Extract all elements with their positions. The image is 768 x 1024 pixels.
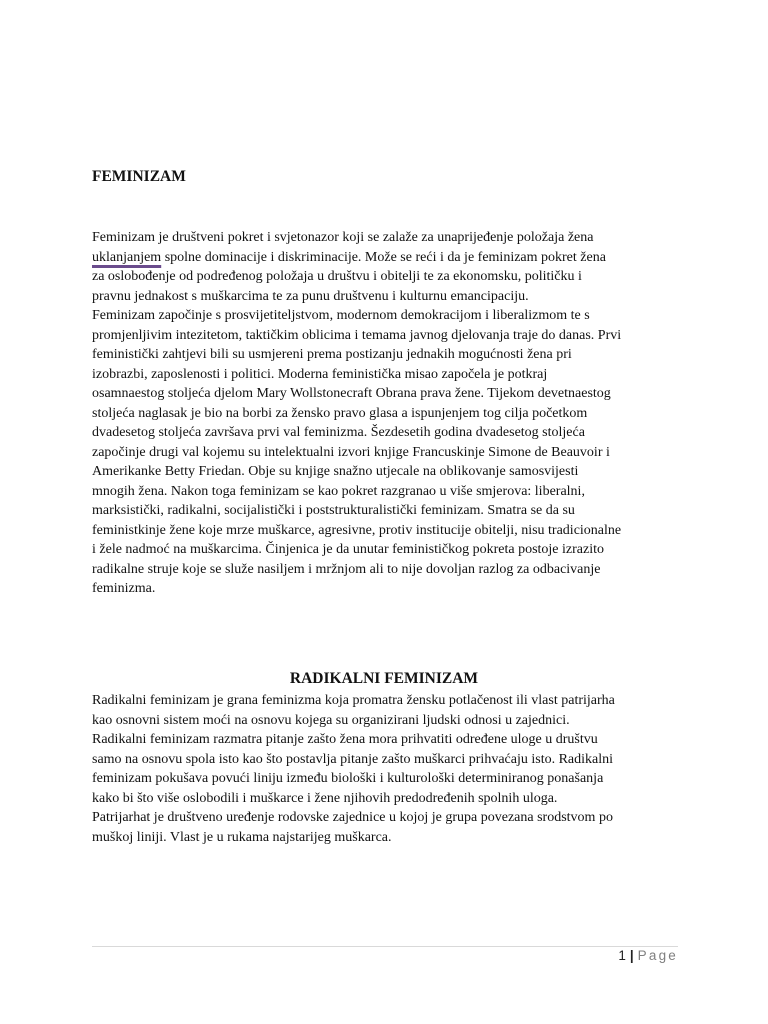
- text-line: i žele nadmoć na muškarcima. Činjenica je da unutar feminističkog pokreta postoje izrazito: [92, 542, 604, 557]
- text-line: marksistički, radikalni, socijalistički i poststrukturalistički feminizam. Smatra se da su: [92, 503, 575, 518]
- text-line: feminizma.: [92, 581, 156, 596]
- page-number: 1: [618, 948, 626, 963]
- text-line: Radikalni feminizam je grana feminizma koja promatra žensku potlačenost ili vlast patrijarha: [92, 693, 615, 708]
- footer-divider: [92, 946, 678, 947]
- text-line: izobrazbi, zaposlenosti i politici. Moderna feministička misao započela je potkraj: [92, 366, 548, 382]
- paragraph-radikalni-feminizam: [92, 691, 692, 847]
- text-line: Patrijarhat je društveno uređenje rodovske zajednice u kojoj je grupa povezana srodstvom po: [92, 810, 613, 825]
- paragraph-feminizam: [92, 228, 692, 599]
- text-line: feministički zahtjevi bili su usmjereni prema postizanju jednakih mogućnosti žena pri: [92, 347, 572, 362]
- text-line: dvadesetog stoljeća završava prvi val feminizma. Šezdesetih godina dvadesetog stoljeća: [92, 425, 585, 440]
- page-label: Page: [637, 948, 678, 963]
- text-line: radikalne struje koje se služe nasiljem i mržnjom ali to nije dovoljan razlog za odbacivanje: [92, 561, 601, 577]
- text-line: osamnaestog stoljeća djelom Mary Wollstonecraft Obrana prava žene. Tijekom devetnaestog: [92, 386, 611, 401]
- text-line: kao osnovni sistem moći na osnovu kojega su organizirani ljudski odnosi u zajednici.: [92, 712, 570, 728]
- heading-feminizam: FEMINIZAM: [92, 168, 186, 185]
- page-footer: [618, 948, 678, 963]
- text-line: Amerikanke Betty Friedan. Obje su knjige snažno utjecale na oblikovanje samosvijesti: [92, 464, 579, 479]
- text-line: započinje drugi val kojemu su intelektualni izvori knjige Francuskinje Simone de Beauvoir i: [92, 444, 610, 460]
- text-line: samo na osnovu spola isto kao što postavlja pitanje zašto muškarci prihvaćaju isto. Radikalni: [92, 751, 614, 767]
- text-line: Radikalni feminizam razmatra pitanje zašto žena mora prihvatiti određene uloge u društvu: [92, 732, 598, 747]
- heading-radikalni-feminizam: RADIKALNI FEMINIZAM: [289, 670, 479, 687]
- text-line: feministkinje žene koje mrze muškarce, agresivne, protiv institucije obitelji, nisu tradicionalne: [92, 522, 622, 538]
- line-rest: spolne dominacije i diskriminacije. Može se reći i da je feminizam pokret žena: [161, 249, 606, 265]
- text-line: promjenljivim intezitetom, taktičkim oblicima i temama javnog djelovanja traje do danas. Prvi: [92, 327, 622, 343]
- text-line: Feminizam započinje s prosvijetiteljstvom, modernom demokracijom i liberalizmom te s: [92, 308, 590, 323]
- text-line: kako bi što više oslobodili i muškarce i žene njihovih predodređenih spolnih uloga.: [92, 790, 558, 806]
- text-line: za oslobođenje od podređenog položaja u društvu i obitelji te za ekonomsku, političku i: [92, 269, 582, 284]
- text-line: [92, 248, 692, 268]
- text-line: muškoj liniji. Vlast je u rukama najstarijeg muškarca.: [92, 829, 392, 845]
- text-line: Feminizam je društveni pokret i svjetonazor koji se zalaže za unaprijeđenje položaja žena: [92, 230, 594, 245]
- footer-separator: |: [629, 948, 634, 963]
- highlighted-text: uklanjanjem: [92, 249, 162, 265]
- text-line: stoljeća naglasak je bio na borbi za žensko pravo glasa a ispunjenjem tog cilja početkom: [92, 405, 588, 421]
- text-line: pravnu jednakost s muškarcima te za punu društvenu i kulturnu emancipaciju.: [92, 288, 529, 304]
- text-line: feminizam pokušava povući liniju između biološki i kulturološki determiniranog ponašanja: [92, 771, 604, 786]
- text-line: mnogih žena. Nakon toga feminizam se kao pokret razgranao u više smjerova: liberalni,: [92, 483, 585, 499]
